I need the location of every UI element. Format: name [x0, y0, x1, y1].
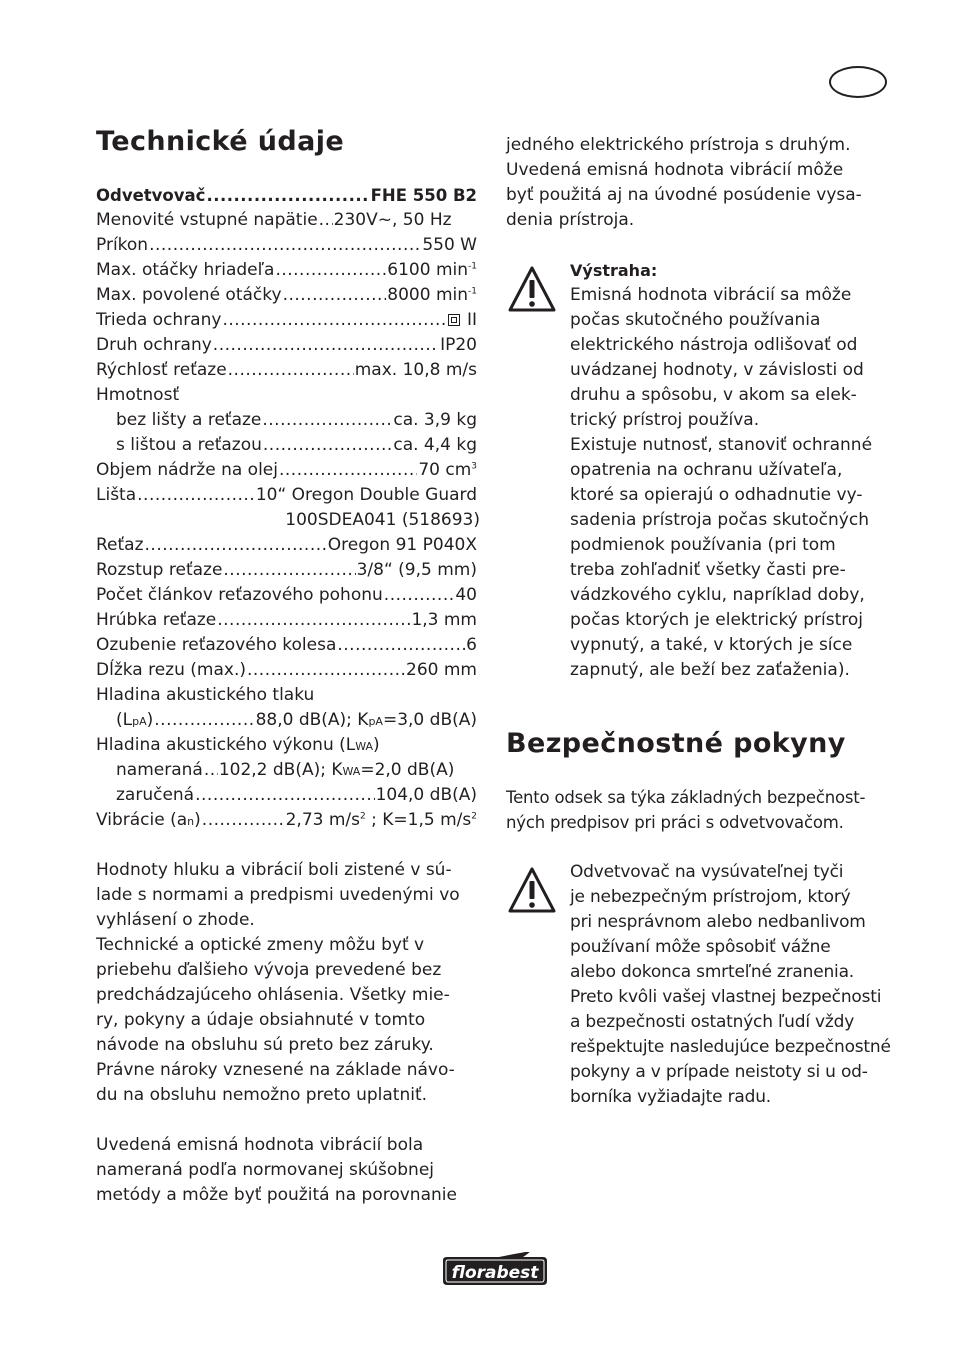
spec-row-sound-power-label: Hladina akustického výkonu (LWA): [96, 735, 380, 755]
language-badge: [829, 66, 887, 98]
spec-row-max-speed: Max. otáčky hriadeľa ..... 6100 $\min^{-1}$: [96, 258, 477, 283]
warning-title: Výstraha:: [570, 261, 658, 280]
spec-row-pitch: Rozstup reťaze ..... 3/8“ (9,5 mm): [96, 558, 477, 583]
spec-row-bar-code: 100SDEA041 (518693): [285, 510, 480, 530]
spec-row-protection-class: Trieda ochrany ..... II: [96, 308, 477, 333]
spec-row-vibration: Vibrácie (an) ..... 2,73 $m/s^2$ ; K=1,5 $m/s^2$: [96, 808, 477, 833]
vibration-emission-note: Uvedená emisná hodnota vibrácií bola nameraná podľa normovanej skúšobnej metódy a môže byť použitá na porovnanie: [96, 1135, 457, 1205]
spec-row-gauge: Hrúbka reťaze ..... 1,3 mm: [96, 608, 477, 633]
spec-list: [96, 183, 480, 833]
right-continued: jedného elektrického prístroja s druhým. Uvedená emisná hodnota vibrácií môže byť použitá aj na úvodné posúdenie vysa- denia prístroja.: [506, 135, 862, 230]
warning-triangle-icon: [507, 866, 557, 914]
safety-warning: Odvetvovač na vysúvateľnej tyči je nebezpečným prístrojom, ktorý pri nesprávnom alebo nedbanlivom používaní môže spôsobiť vážne alebo dokonca smrteľné zranenia. Preto kvôli vašej vlastnej bezpečnosti a bezpečnosti ostatných ľudí vždy rešpektujte nasledujúce bezpečnostné pokyny a v prípade neistoty si u od- borníka vyžiadajte radu.: [570, 862, 891, 1107]
vibration-warning: [570, 258, 900, 683]
section-title-safety: Bezpečnostné pokyny: [506, 728, 846, 759]
left-paragraphs: [96, 858, 481, 1208]
noise-vibration-note: Hodnoty hluku a vibrácií boli zistené v sú- lade s normami a predpismi uvedenými vo vyhlásení o zhode.: [96, 860, 460, 930]
spec-row-model: Odvetvovač ..... FHE 550 B2: [96, 183, 477, 208]
spec-row-links: Počet článkov reťazového pohonu ..... 40: [96, 583, 477, 608]
spec-row-sound-pressure: (LpA) ..... 88,0 dB(A); KpA=3,0 dB(A): [96, 708, 477, 733]
warning-body: Emisná hodnota vibrácií sa môže počas skutočného používania elektrického nástroja odlišovať od uvádzanej hodnoty, v závislosti od druhu a spôsobu, v akom sa elek- trický prístroj používa. Existuje nutnosť, stanoviť ochranné opatrenia na ochranu užívateľa, ktoré sa opierajú o odhadnutie vy- sadenia prístroja počas skutočných podmienok používania (pri tom treba zohľadniť všetky časti pre- vádzkového cyklu, napríklad doby, počas ktorých je elektrický prístroj vypnutý, a také, v ktorých je síce zapnutý, ale beží bez zaťaženia).: [570, 285, 873, 680]
spec-row-voltage: Menovité vstupné napätie ..... 230V~, 50 Hz: [96, 208, 477, 233]
spec-row-weight-without: bez lišty a reťaze ..... ca. 3,9 kg: [96, 408, 477, 433]
spec-row-sprocket: Ozubenie reťazového kolesa ..... 6: [96, 633, 477, 658]
spec-row-chain: Reťaz ..... Oregon 91 P040X: [96, 533, 477, 558]
spec-row-weight: Hmotnosť: [96, 385, 180, 405]
spec-row-bar: Lišta ..... 10“ Oregon Double Guard: [96, 483, 477, 508]
florabest-logo: [439, 1252, 550, 1288]
spec-row-cut-length: Dĺžka rezu (max.) ..... 260 mm: [96, 658, 477, 683]
spec-row-sound-guaranteed: zaručená ..... 104,0 dB(A): [96, 783, 477, 808]
spec-row-sound-measured: nameraná ..... 102,2 dB(A); KWA=2,0 dB(A): [96, 758, 477, 783]
spec-row-protection-type: Druh ochrany ..... IP20: [96, 333, 477, 358]
changes-disclaimer: Technické a optické zmeny môžu byť v priebehu ďalšieho vývoja prevedené bez predchádzajúceho ohlásenia. Všetky mie- ry, pokyny a údaje obsiahnuté v tomto návode na obsluhu sú preto bez záruky. Právne nároky vznesené na základe návo- du na obsluhu nemožno preto uplatniť.: [96, 935, 455, 1105]
spec-row-max-allowed: Max. povolené otáčky ..... 8000 $\min^{-1}$: [96, 283, 477, 308]
spec-row-oil-tank: Objem nádrže na olej ..... 70 $cm^3$: [96, 458, 477, 483]
spec-row-sound-pressure-label: Hladina akustického tlaku: [96, 685, 315, 705]
spec-row-chain-speed: Rýchlosť reťaze ..... max. 10,8 m/s: [96, 358, 477, 383]
section-title-technical: Technické údaje: [96, 126, 345, 157]
safety-intro: Tento odsek sa týka základných bezpečnost- ných predpisov pri práci s odvetvovačom.: [506, 788, 866, 832]
spec-row-power: Príkon ..... 550 W: [96, 233, 477, 258]
protection-class-ii-icon: [448, 314, 460, 326]
spec-row-weight-with: s lištou a reťazou ..... ca. 4,4 kg: [96, 433, 477, 458]
svg-text:florabest: florabest: [451, 1263, 539, 1283]
warning-triangle-icon: [507, 265, 557, 313]
